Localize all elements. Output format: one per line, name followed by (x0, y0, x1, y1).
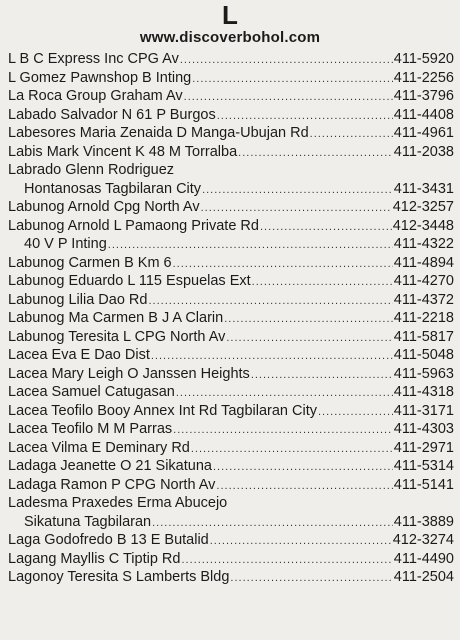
directory-entry (8, 124, 454, 143)
entry-line (8, 383, 454, 402)
entry-phone: 411-5817 (393, 328, 454, 345)
directory-entry (8, 143, 454, 162)
entry-phone: 411-4372 (393, 291, 454, 308)
dot-leader (226, 329, 392, 347)
directory-entry (8, 291, 454, 310)
entry-phone: 412-3448 (392, 217, 454, 234)
dot-leader (151, 347, 393, 365)
directory-entry (8, 69, 454, 88)
entry-phone: 411-4961 (393, 125, 454, 141)
entry-name: Labunog Arnold Cpg North Av (8, 199, 200, 215)
directory-entry (8, 198, 454, 217)
directory-entry (8, 476, 454, 495)
entry-line (8, 87, 454, 106)
entry-line (8, 439, 454, 458)
entry-name: Hontanosas Tagbilaran City (24, 180, 202, 197)
entry-name: Labrado Glenn Rodriguez (8, 162, 175, 178)
dot-leader (184, 88, 393, 106)
entry-name: Labis Mark Vincent K 48 M Torralba (8, 143, 238, 160)
entry-line (8, 568, 454, 587)
dot-leader (176, 384, 393, 402)
entry-name: Labunog Eduardo L 115 Espuelas Ext (8, 273, 251, 289)
entry-phone: 411-3171 (393, 402, 454, 419)
entry-line (8, 217, 454, 236)
entry-phone: 411-4894 (393, 254, 454, 271)
directory-entry (8, 402, 454, 421)
dot-leader (148, 292, 392, 310)
entry-phone: 411-2218 (393, 310, 454, 326)
entry-phone: 411-5314 (393, 458, 454, 474)
entry-line (8, 531, 454, 550)
entry-line (8, 346, 454, 365)
entry-line (8, 180, 454, 199)
directory-entry (8, 309, 454, 328)
entry-phone: 411-5920 (393, 51, 454, 67)
entry-line (8, 69, 454, 88)
entry-line (8, 198, 454, 217)
entry-phone: 411-2038 (393, 143, 454, 160)
dot-leader (216, 477, 392, 495)
section-letter: L (222, 0, 238, 30)
entry-name: Laga Godofredo B 13 E Butalid (8, 532, 209, 548)
website-url: www.discoverbohol.com (139, 29, 321, 46)
entry-line (8, 513, 454, 532)
entry-name: La Roca Group Graham Av (8, 88, 183, 104)
entry-phone: 412-3274 (392, 532, 454, 548)
entry-name: Lagonoy Teresita S Lamberts Bldg (8, 569, 230, 585)
entry-line (8, 143, 454, 162)
directory-listing (8, 50, 454, 587)
entry-line (8, 328, 454, 347)
directory-entry (8, 365, 454, 384)
entry-line (8, 457, 454, 476)
dot-leader (152, 514, 393, 532)
dot-leader (310, 125, 393, 143)
dot-leader (201, 199, 392, 217)
entry-name: Lacea Mary Leigh O Janssen Heights (8, 365, 250, 382)
directory-entry (8, 439, 454, 458)
entry-line (8, 50, 454, 69)
directory-entry (8, 50, 454, 69)
entry-name: Lacea Teofilo Booy Annex Int Rd Tagbilaran City (8, 402, 317, 419)
entry-phone: 411-2504 (393, 569, 454, 585)
entry-name: Ladaga Jeanette O 21 Sikatuna (8, 458, 212, 474)
entry-phone: 411-4490 (393, 550, 454, 567)
entry-phone: 411-3796 (393, 88, 454, 104)
dot-leader (224, 310, 393, 328)
dot-leader (238, 144, 393, 162)
entry-phone: 411-4322 (393, 236, 454, 252)
entry-line (8, 476, 454, 495)
dot-leader (173, 421, 393, 439)
entry-name: Labunog Ma Carmen B J A Clarin (8, 310, 224, 326)
dot-leader (181, 551, 392, 569)
entry-name: Lacea Teofilo M M Parras (8, 421, 173, 437)
dot-leader (173, 255, 393, 273)
dot-leader (252, 273, 393, 291)
entry-name: L Gomez Pawnshop B Inting (8, 69, 192, 86)
entry-name: Labunog Teresita L CPG North Av (8, 328, 226, 345)
entry-name: Lacea Samuel Catugasan (8, 384, 175, 400)
entry-line (8, 291, 454, 310)
entry-name: Labunog Arnold L Pamaong Private Rd (8, 217, 259, 234)
entry-name: Lagang Mayllis C Tiptip Rd (8, 550, 181, 567)
entry-line (8, 235, 454, 254)
dot-leader (318, 403, 393, 421)
entry-line (8, 365, 454, 384)
dot-leader (260, 218, 392, 236)
directory-entry (8, 272, 454, 291)
entry-phone: 411-2971 (393, 439, 454, 456)
directory-entry (8, 568, 454, 587)
dot-leader (213, 458, 393, 476)
dot-leader (251, 366, 393, 384)
directory-entry (8, 328, 454, 347)
entry-name: Ladaga Ramon P CPG North Av (8, 476, 216, 493)
entry-phone: 411-3431 (393, 180, 454, 197)
dot-leader (210, 532, 392, 550)
entry-line (8, 494, 454, 513)
directory-entry (8, 550, 454, 569)
entry-name: Lacea Vilma E Deminary Rd (8, 439, 190, 456)
entry-name: 40 V P Inting (24, 236, 107, 252)
entry-line (8, 124, 454, 143)
directory-entry (8, 457, 454, 476)
directory-entry (8, 217, 454, 236)
entry-phone: 411-3889 (393, 513, 454, 530)
entry-line (8, 309, 454, 328)
entry-line (8, 420, 454, 439)
directory-entry (8, 235, 454, 254)
entry-phone: 411-2256 (393, 69, 454, 86)
entry-name: Ladesma Praxedes Erma Abucejo (8, 495, 228, 511)
dot-leader (180, 51, 393, 69)
directory-entry (8, 161, 454, 198)
entry-phone: 411-4408 (393, 106, 454, 123)
entry-name: Lacea Eva E Dao Dist (8, 347, 150, 363)
directory-entry (8, 254, 454, 273)
directory-entry (8, 346, 454, 365)
entry-phone: 412-3257 (392, 199, 454, 215)
entry-line (8, 402, 454, 421)
entry-line (8, 550, 454, 569)
dot-leader (108, 236, 393, 254)
dot-leader (230, 569, 392, 587)
entry-phone: 411-4303 (393, 421, 454, 437)
entry-phone: 411-4270 (393, 273, 454, 289)
directory-entry (8, 106, 454, 125)
dot-leader (192, 70, 393, 88)
directory-entry (8, 420, 454, 439)
dot-leader (217, 107, 393, 125)
directory-entry (8, 383, 454, 402)
entry-line (8, 272, 454, 291)
entry-name: Labado Salvador N 61 P Burgos (8, 106, 216, 123)
dot-leader (191, 440, 393, 458)
entry-phone: 411-4318 (393, 384, 454, 400)
dot-leader (202, 181, 393, 199)
entry-line (8, 106, 454, 125)
entry-name: Sikatuna Tagbilaran (24, 513, 152, 530)
entry-line (8, 161, 454, 180)
directory-entry (8, 87, 454, 106)
entry-name: Labunog Lilia Dao Rd (8, 291, 148, 308)
directory-entry (8, 531, 454, 550)
directory-entry (8, 494, 454, 531)
entry-line (8, 254, 454, 273)
entry-phone: 411-5963 (393, 365, 454, 382)
entry-name: Labesores Maria Zenaida D Manga-Ubujan Rd (8, 125, 309, 141)
entry-name: Labunog Carmen B Km 6 (8, 254, 172, 271)
entry-name: L B C Express Inc CPG Av (8, 51, 179, 67)
entry-phone: 411-5141 (393, 476, 454, 493)
entry-phone: 411-5048 (393, 347, 454, 363)
